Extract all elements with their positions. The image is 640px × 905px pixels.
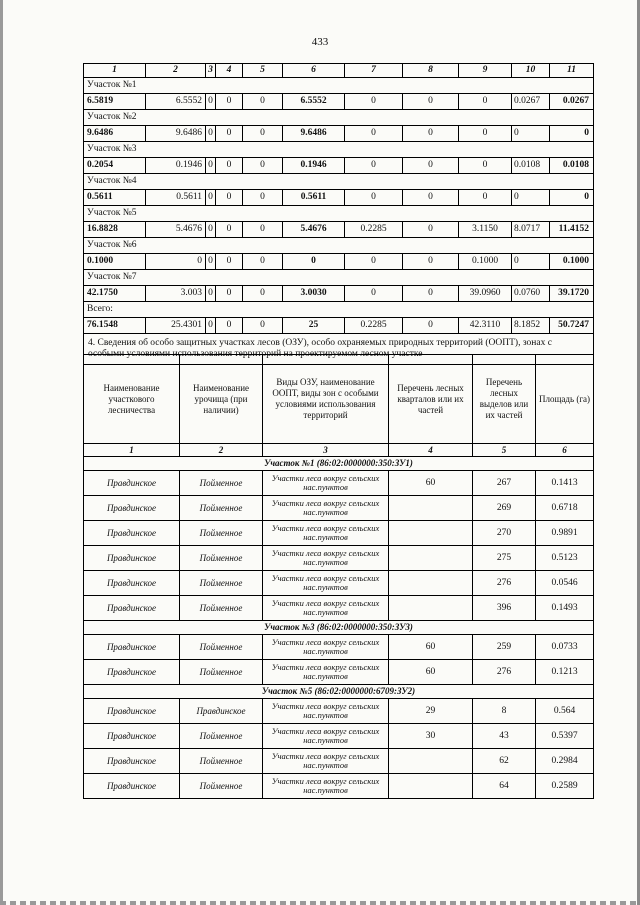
value-cell: 0: [345, 158, 403, 174]
value-cell: 0: [216, 94, 243, 110]
forestry-cell: Правдинское: [84, 571, 180, 596]
value-cell: 0: [403, 190, 459, 206]
value-cell: 0: [216, 318, 243, 334]
forestry-cell: Правдинское: [84, 749, 180, 774]
vydel-cell: 276: [473, 660, 536, 685]
table-row: [84, 660, 594, 685]
quarter-cell: 29: [389, 699, 473, 724]
tract-cell: Пойменное: [180, 749, 263, 774]
zone-kind-cell: Участки леса вокруг сельских нас.пунктов: [263, 471, 389, 496]
column-number: 8: [403, 64, 459, 78]
column-number: 3: [206, 64, 216, 78]
column-number: 2: [180, 444, 263, 457]
quarter-cell: [389, 596, 473, 621]
area-cell: 0.1493: [536, 596, 594, 621]
section-heading: 4. Сведения об особо защитных участках лесов (ОЗУ), особо охраняемых природных территорий (ООПТ), зонах с особыми условиями использования территорий на проектируемом лесном участке: [84, 334, 594, 365]
value-cell: 0.5611: [146, 190, 206, 206]
column-number: 6: [283, 64, 345, 78]
value-cell: 0: [216, 158, 243, 174]
column-number: 4: [389, 444, 473, 457]
table-row: [84, 94, 594, 110]
table-row: [84, 546, 594, 571]
value-cell: 0: [216, 254, 243, 270]
vydel-cell: 8: [473, 699, 536, 724]
value-cell: 0: [206, 190, 216, 206]
plot-label-row: [84, 302, 594, 318]
column-header: Площадь (га): [536, 355, 594, 444]
value-cell: 25.4301: [146, 318, 206, 334]
vydel-cell: 276: [473, 571, 536, 596]
tract-cell: Пойменное: [180, 546, 263, 571]
value-cell: 0: [459, 158, 512, 174]
column-number: 3: [263, 444, 389, 457]
tract-cell: Пойменное: [180, 471, 263, 496]
table-row: [84, 571, 594, 596]
plot-label: Участок №4: [84, 174, 594, 190]
column-number: 1: [84, 64, 146, 78]
value-cell: 0: [403, 126, 459, 142]
tract-cell: Пойменное: [180, 774, 263, 799]
value-cell: 50.7247: [550, 318, 594, 334]
plot-label: Участок №5: [84, 206, 594, 222]
table-row: [84, 471, 594, 496]
quarter-cell: [389, 749, 473, 774]
column-header: Виды ОЗУ, наименование ООПТ, виды зон с особыми условиями использования территорий: [263, 355, 389, 444]
table-header-row: [84, 355, 594, 444]
forestry-cell: Правдинское: [84, 471, 180, 496]
column-number: 9: [459, 64, 512, 78]
value-cell: 0: [345, 126, 403, 142]
value-cell: 0.1946: [283, 158, 345, 174]
value-cell: 0.1946: [146, 158, 206, 174]
value-cell: 0.0760: [512, 286, 550, 302]
plot-label: Участок №2: [84, 110, 594, 126]
area-cell: 0.2589: [536, 774, 594, 799]
tract-cell: Пойменное: [180, 724, 263, 749]
value-cell: 0: [403, 94, 459, 110]
value-cell: 0.0108: [512, 158, 550, 174]
quarter-cell: [389, 496, 473, 521]
value-cell: 0: [206, 158, 216, 174]
vydel-cell: 62: [473, 749, 536, 774]
zone-kind-cell: Участки леса вокруг сельских нас.пунктов: [263, 521, 389, 546]
table-row: [84, 496, 594, 521]
value-cell: 0: [512, 126, 550, 142]
value-cell: 0: [216, 126, 243, 142]
table-row: [84, 635, 594, 660]
column-number: 1: [84, 444, 180, 457]
plot-group-row: [84, 457, 594, 471]
column-number: 10: [512, 64, 550, 78]
zone-kind-cell: Участки леса вокруг сельских нас.пунктов: [263, 546, 389, 571]
value-cell: 0: [216, 286, 243, 302]
value-cell: 8.0717: [512, 222, 550, 238]
value-cell: 0: [512, 190, 550, 206]
table-row: [84, 254, 594, 270]
table-row: [84, 158, 594, 174]
value-cell: 0: [206, 318, 216, 334]
zone-kind-cell: Участки леса вокруг сельских нас.пунктов: [263, 749, 389, 774]
plot-group-row: [84, 685, 594, 699]
value-cell: 0: [345, 286, 403, 302]
value-cell: 0: [403, 222, 459, 238]
value-cell: 0: [459, 94, 512, 110]
value-cell: 9.6486: [84, 126, 146, 142]
scan-edge-left: [0, 0, 3, 905]
plot-label-row: [84, 110, 594, 126]
quarter-cell: [389, 521, 473, 546]
column-header: Наименование урочища (при наличии): [180, 355, 263, 444]
zone-kind-cell: Участки леса вокруг сельских нас.пунктов: [263, 596, 389, 621]
tract-cell: Пойменное: [180, 521, 263, 546]
value-cell: 0: [206, 126, 216, 142]
value-cell: 3.1150: [459, 222, 512, 238]
plot-label: Участок №3: [84, 142, 594, 158]
plot-label-row: [84, 206, 594, 222]
vydel-cell: 269: [473, 496, 536, 521]
value-cell: 76.1548: [84, 318, 146, 334]
table-row: [84, 190, 594, 206]
forestry-cell: Правдинское: [84, 699, 180, 724]
vydel-cell: 270: [473, 521, 536, 546]
column-number: 5: [243, 64, 283, 78]
value-cell: 9.6486: [146, 126, 206, 142]
value-cell: 0.5611: [283, 190, 345, 206]
table-row: [84, 724, 594, 749]
value-cell: 0: [243, 286, 283, 302]
tract-cell: Пойменное: [180, 496, 263, 521]
value-cell: 0: [345, 254, 403, 270]
area-cell: 0.2984: [536, 749, 594, 774]
forestry-cell: Правдинское: [84, 660, 180, 685]
value-cell: 0: [146, 254, 206, 270]
area-cell: 0.5397: [536, 724, 594, 749]
column-number: 11: [550, 64, 594, 78]
value-cell: 3.0030: [283, 286, 345, 302]
value-cell: 39.0960: [459, 286, 512, 302]
zone-kind-cell: Участки леса вокруг сельских нас.пунктов: [263, 774, 389, 799]
value-cell: 0: [403, 254, 459, 270]
value-cell: 0: [459, 190, 512, 206]
table-row: [84, 286, 594, 302]
value-cell: 25: [283, 318, 345, 334]
zone-kind-cell: Участки леса вокруг сельских нас.пунктов: [263, 660, 389, 685]
vydel-cell: 267: [473, 471, 536, 496]
forestry-cell: Правдинское: [84, 496, 180, 521]
plot-label: Участок №1: [84, 78, 594, 94]
table-header-row: [84, 64, 594, 78]
value-cell: 0: [243, 126, 283, 142]
value-cell: 11.4152: [550, 222, 594, 238]
area-cell: 0.0733: [536, 635, 594, 660]
value-cell: 8.1852: [512, 318, 550, 334]
value-cell: 0: [283, 254, 345, 270]
value-cell: 0: [216, 222, 243, 238]
value-cell: 0.2285: [345, 222, 403, 238]
value-cell: 0: [206, 94, 216, 110]
table-row: [84, 749, 594, 774]
column-header: Наименование участкового лесничества: [84, 355, 180, 444]
value-cell: 0: [345, 190, 403, 206]
quarter-cell: [389, 546, 473, 571]
value-cell: 0.1000: [550, 254, 594, 270]
vydel-cell: 396: [473, 596, 536, 621]
value-cell: 0: [243, 222, 283, 238]
plot-label-row: [84, 174, 594, 190]
value-cell: 0.0108: [550, 158, 594, 174]
quarter-cell: [389, 774, 473, 799]
forestry-cell: Правдинское: [84, 774, 180, 799]
value-cell: 9.6486: [283, 126, 345, 142]
plot-label-row: [84, 78, 594, 94]
area-cell: 0.9891: [536, 521, 594, 546]
column-number: 6: [536, 444, 594, 457]
value-cell: 6.5552: [146, 94, 206, 110]
plot-group-title: Участок №1 (86:02:0000000:350:ЗУ1): [84, 457, 594, 471]
value-cell: 0.5611: [84, 190, 146, 206]
table-row: [84, 222, 594, 238]
value-cell: 0: [243, 318, 283, 334]
column-header: Перечень лесных выделов или их частей: [473, 355, 536, 444]
value-cell: 6.5552: [283, 94, 345, 110]
tract-cell: Пойменное: [180, 660, 263, 685]
value-cell: 0.1000: [459, 254, 512, 270]
value-cell: 3.003: [146, 286, 206, 302]
column-number: 7: [345, 64, 403, 78]
forestry-cell: Правдинское: [84, 635, 180, 660]
vydel-cell: 275: [473, 546, 536, 571]
value-cell: 0: [216, 190, 243, 206]
plot-label: Участок №7: [84, 270, 594, 286]
page-number: 433: [311, 36, 329, 48]
area-cell: 0.1213: [536, 660, 594, 685]
tract-cell: Пойменное: [180, 571, 263, 596]
value-cell: 0: [403, 318, 459, 334]
value-cell: 0.0267: [550, 94, 594, 110]
value-cell: 0: [206, 286, 216, 302]
value-cell: 6.5819: [84, 94, 146, 110]
area-cell: 0.5123: [536, 546, 594, 571]
plot-area-summary-table: [83, 63, 594, 365]
value-cell: 0: [243, 190, 283, 206]
plot-label-row: [84, 238, 594, 254]
value-cell: 39.1720: [550, 286, 594, 302]
plot-group-row: [84, 621, 594, 635]
column-number: 4: [216, 64, 243, 78]
zone-kind-cell: Участки леса вокруг сельских нас.пунктов: [263, 724, 389, 749]
value-cell: 0: [550, 126, 594, 142]
column-number: 5: [473, 444, 536, 457]
protected-areas-table: [83, 354, 594, 799]
plot-label: Участок №6: [84, 238, 594, 254]
value-cell: 0.1000: [84, 254, 146, 270]
area-cell: 0.1413: [536, 471, 594, 496]
forestry-cell: Правдинское: [84, 596, 180, 621]
area-cell: 0.6718: [536, 496, 594, 521]
vydel-cell: 43: [473, 724, 536, 749]
value-cell: 0: [243, 94, 283, 110]
quarter-cell: 60: [389, 471, 473, 496]
plot-label: Всего:: [84, 302, 594, 318]
value-cell: 0.2285: [345, 318, 403, 334]
quarter-cell: [389, 571, 473, 596]
tract-cell: Пойменное: [180, 596, 263, 621]
value-cell: 42.1750: [84, 286, 146, 302]
zone-kind-cell: Участки леса вокруг сельских нас.пунктов: [263, 496, 389, 521]
area-cell: 0.0546: [536, 571, 594, 596]
value-cell: 0: [403, 158, 459, 174]
plot-label-row: [84, 270, 594, 286]
table-row: [84, 318, 594, 334]
plot-label-row: [84, 142, 594, 158]
table-row: [84, 774, 594, 799]
value-cell: 0: [243, 254, 283, 270]
column-number: 2: [146, 64, 206, 78]
scan-edge-bottom: [0, 901, 640, 905]
value-cell: 5.4676: [283, 222, 345, 238]
table-row: [84, 596, 594, 621]
quarter-cell: 60: [389, 635, 473, 660]
value-cell: 0: [512, 254, 550, 270]
tract-cell: Правдинское: [180, 699, 263, 724]
value-cell: 42.3110: [459, 318, 512, 334]
value-cell: 0.2054: [84, 158, 146, 174]
forestry-cell: Правдинское: [84, 724, 180, 749]
tract-cell: Пойменное: [180, 635, 263, 660]
table-row: [84, 521, 594, 546]
value-cell: 5.4676: [146, 222, 206, 238]
forestry-cell: Правдинское: [84, 546, 180, 571]
value-cell: 0.0267: [512, 94, 550, 110]
zone-kind-cell: Участки леса вокруг сельских нас.пунктов: [263, 635, 389, 660]
value-cell: 0: [550, 190, 594, 206]
table-row: [84, 699, 594, 724]
plot-group-title: Участок №3 (86:02:0000000:350:ЗУ3): [84, 621, 594, 635]
value-cell: 16.8828: [84, 222, 146, 238]
vydel-cell: 259: [473, 635, 536, 660]
area-cell: 0.564: [536, 699, 594, 724]
forestry-cell: Правдинское: [84, 521, 180, 546]
column-number-row: [84, 444, 594, 457]
table-row: [84, 126, 594, 142]
plot-group-title: Участок №5 (86:02:0000000:6709:ЗУ2): [84, 685, 594, 699]
value-cell: 0: [403, 286, 459, 302]
vydel-cell: 64: [473, 774, 536, 799]
value-cell: 0: [345, 94, 403, 110]
value-cell: 0: [459, 126, 512, 142]
value-cell: 0: [243, 158, 283, 174]
value-cell: 0: [206, 222, 216, 238]
zone-kind-cell: Участки леса вокруг сельских нас.пунктов: [263, 699, 389, 724]
value-cell: 0: [206, 254, 216, 270]
quarter-cell: 30: [389, 724, 473, 749]
quarter-cell: 60: [389, 660, 473, 685]
zone-kind-cell: Участки леса вокруг сельских нас.пунктов: [263, 571, 389, 596]
column-header: Перечень лесных кварталов или их частей: [389, 355, 473, 444]
